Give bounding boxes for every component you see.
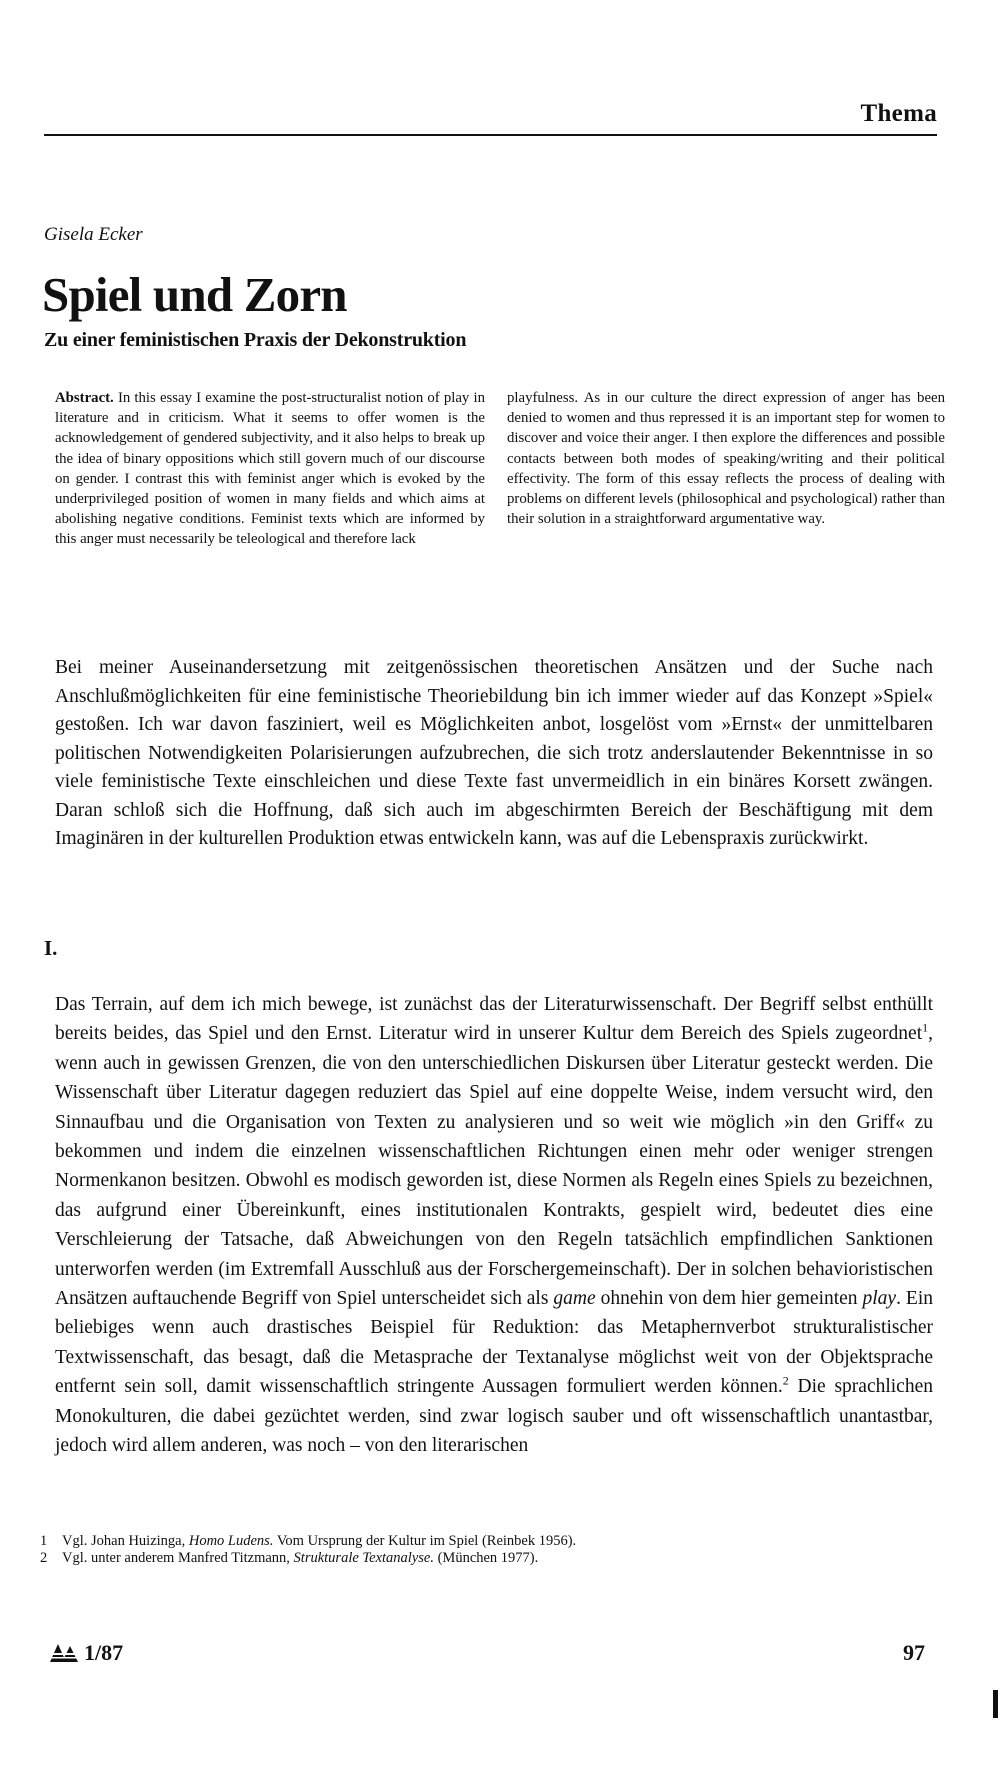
term-play: play [862,1288,897,1310]
term-game: game [553,1288,596,1310]
abstract-text-left: In this essay I examine the post-structuralist notion of play in literature and in criticism. What it seems to offer women is the acknowledgement of gendered subjectivity, and it also helps to break up the idea of binary oppositions which still govern much of our discourse on gender. I contrast this with feminist anger which is evoked by the underprivileged position of women in many fields and which aims at abolishing negative conditions. Feminist texts which are informed by this anger must necessarily be teleological and therefore lack [55,390,486,548]
scan-edge-mark [993,1690,998,1718]
footer-issue: 1/87 [84,1640,124,1665]
body-paragraph [55,990,933,1461]
footnote-ref-2: 2 [782,1373,789,1388]
section-label: Thema [860,100,937,127]
abstract-column-left [55,388,485,550]
footnote-1 [40,1533,900,1550]
abstract-label: Abstract. [55,390,114,406]
page-number: 97 [903,1640,925,1665]
article-subtitle: Zu einer feministischen Praxis der Dekonstruktion [44,329,467,351]
footnote-work-title: Strukturale Textanalyse. [293,1550,434,1566]
footnote-text: Vgl. unter anderem Manfred Titzmann, [62,1550,294,1566]
footnote-work-title: Homo Ludens. [188,1533,274,1549]
abstract-text-right: playfulness. As in our culture the direct expression of anger has been denied to women and thus repressed it is an important step for women to discover and voice their anger. I then explore the differences and possible contacts between both modes of speaking/writing and their political effectivity. The form of this essay reflects the process of dealing with problems on different levels (philosophical and psychological) rather than their solution in a straightforward argumentative way. [507,390,945,528]
footnote-text: Vgl. Johan Huizinga, [62,1533,189,1549]
footnote-number: 1 [40,1533,48,1549]
body-text-part: Das Terrain, auf dem ich mich bewege, ist zunächst das der Literaturwissenschaft. Der Begriff selbst enthüllt bereits beides, das Spiel und den Ernst. Literatur wird in unserer Kultur dem Bereich des Spiels zugeordnet [55,994,933,1045]
footnotes [40,1533,900,1567]
body-text-part: . Ein beliebiges wenn auch drastisches Beispiel für Reduktion: das Metaphernverbot strukturalistischer Textwissenschaft, das besagt, daß die Metasprache der Textanalyse möglichst weit von der Objektsprache entfernt sein soll, damit wissenschaftlich stringente Aussagen formuliert werden können. [55,1288,933,1398]
body-text-part: , wenn auch in gewissen Grenzen, die von den unterschiedlichen Diskursen über Literatur gesteckt werden. Die Wissenschaft über Literatur dagegen reduziert das Spiel auf eine doppelte Weise, indem versucht wird, den Sinnaufbau und die Organisation von Texten zu analysieren und so weit wie möglich »in den Griff« zu bekommen und indem die einzelnen wissenschaftlichen Richtungen einen mehr oder weniger strengen Normenkanon besitzen. Obwohl es modisch geworden ist, diese Normen als Regeln eines Spiels zu bezeichnen, das aufgrund einer Übereinkunft, eines institutionalen Kontrakts, gespielt wird, bedeutet dies eine Verschleierung der Tatsache, daß Abweichungen von den Regeln tatsächlich empfindlichen Sanktionen unterworfen werden (im Extremfall Ausschluß aus der Forschergemeinschaft). Der in solchen behavioristischen Ansätzen auftauchende Begriff von Spiel unterscheidet sich als [55,1023,933,1310]
section-heading: I. [44,936,58,960]
footnote-2 [40,1550,900,1567]
body-text-part: Die sprachlichen Monokulturen, die dabei gezüchtet werden, sind zwar logisch sauber und oft wissenschaftlich unantastbar, jedoch wird allem anderen, was noch – von den literarischen [55,1376,933,1457]
header-rule [44,134,937,136]
body-text-part: ohnehin von dem hier gemeinten [595,1288,863,1310]
footnote-number: 2 [40,1550,48,1566]
abstract-column-right [507,388,945,529]
journal-logo-icon [48,1640,82,1664]
author-name: Gisela Ecker [44,224,143,245]
footnote-text: (München 1977). [433,1550,539,1566]
article-title: Spiel und Zorn [42,267,347,322]
footnote-ref-1: 1 [922,1020,929,1035]
intro-paragraph: Bei meiner Auseinandersetzung mit zeitgenössischen theoretischen Ansätzen und der Suche nach Anschlußmöglichkeiten für eine feministische Theoriebildung bin ich immer wieder auf das Konzept »Spiel« gestoßen. Ich war davon fasziniert, weil es Möglichkeiten anbot, losgelöst vom »Ernst« der unmittelbaren politischen Notwendigkeiten Polarisierungen aufzubrechen, die sich trotz anderslautender Bekenntnisse in so viele feministische Texte einschleichen und diese Texte fast unvermeidlich in ein binäres Korsett zwängen. Daran schloß sich die Hoffnung, daß sich auch im abgeschirmten Bereich der Beschäftigung mit dem Imaginären in der kulturellen Produktion etwas entwickeln kann, was auf die Lebenspraxis zurückwirkt. [55,657,933,849]
footnote-text: Vom Ursprung der Kultur im Spiel (Reinbek 1956). [273,1533,577,1549]
